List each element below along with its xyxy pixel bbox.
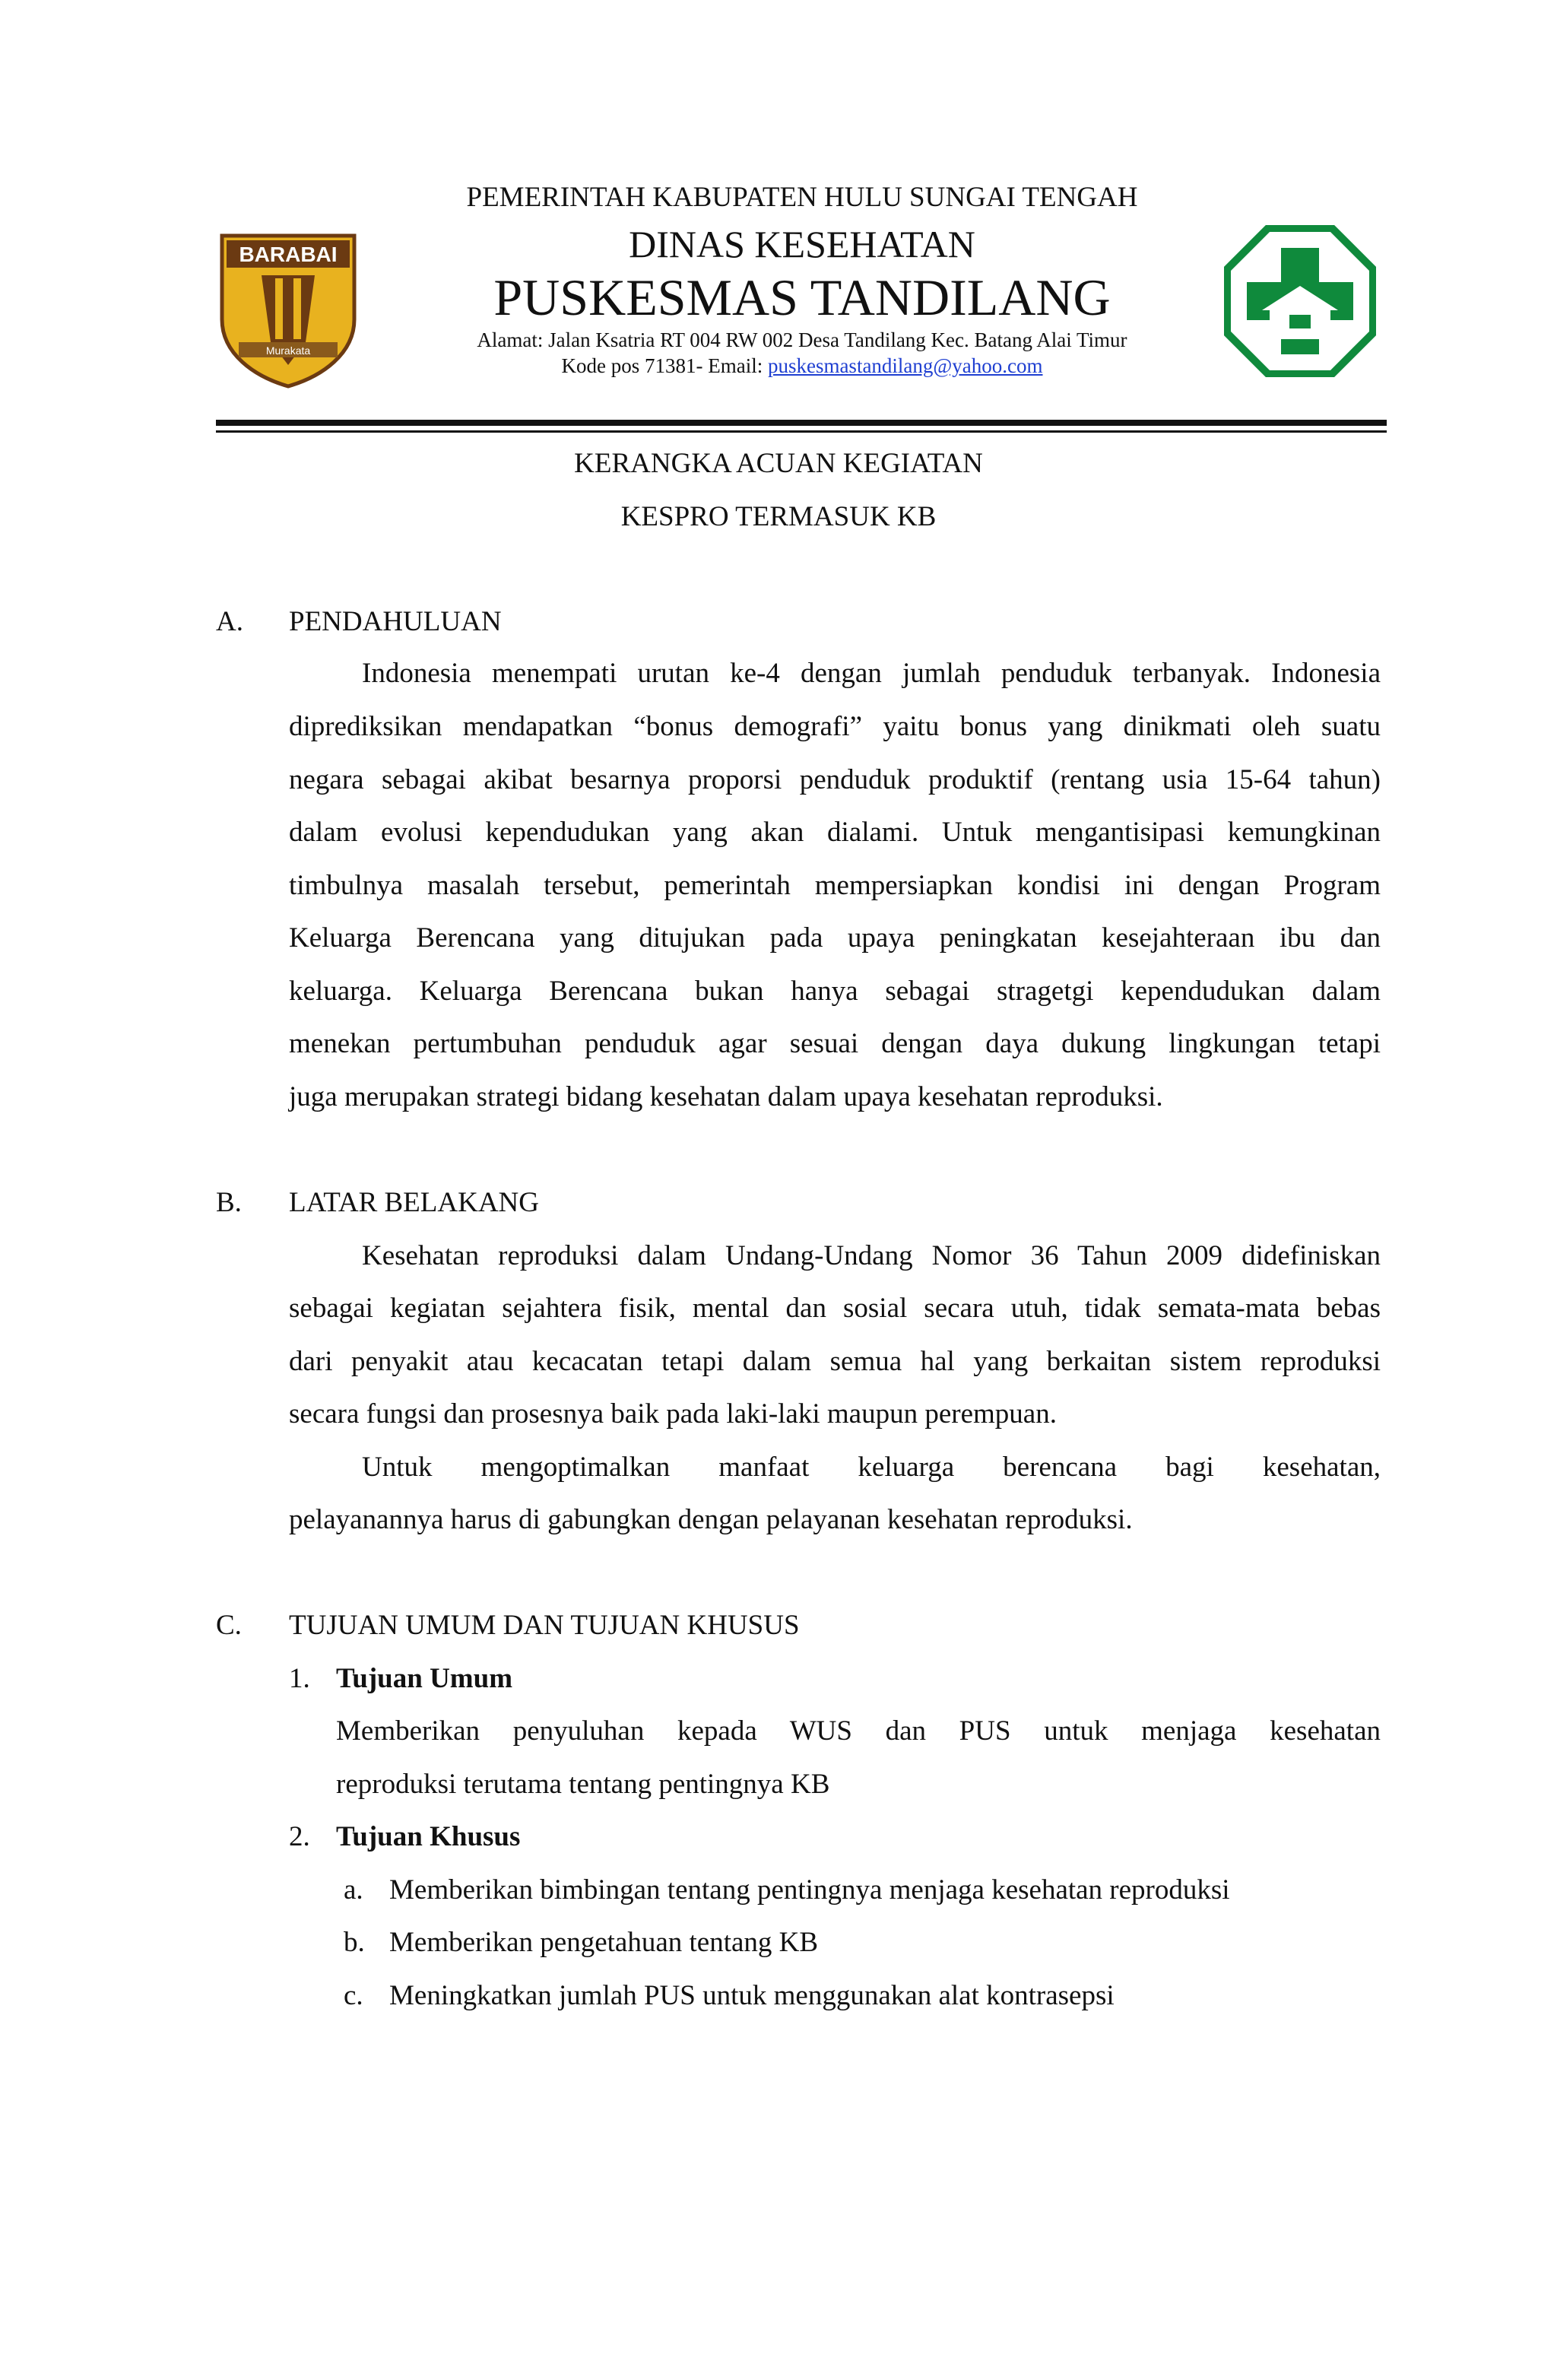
logo-text-murakata: Murakata <box>265 344 311 357</box>
section-c-heading: TUJUAN UMUM DAN TUJUAN KHUSUS <box>289 1610 800 1641</box>
header-divider-thin <box>216 430 1387 433</box>
paragraph-line: secara fungsi dan prosesnya baik pada laki-laki maupun perempuan. <box>289 1398 1057 1430</box>
document-title: KERANGKA ACUAN KEGIATAN <box>574 448 983 479</box>
item-1-title: Tujuan Umum <box>336 1663 513 1694</box>
subitem-c-text: Meningkatkan jumlah PUS untuk menggunakan alat kontrasepsi <box>389 1980 1115 2011</box>
subitem-b-text: Memberikan pengetahuan tentang KB <box>389 1927 819 1958</box>
section-a-letter: A. <box>216 606 243 637</box>
paragraph-line: keluarga. Keluarga Berencana bukan hanya sebagai stragetgi kependudukan dalam <box>289 976 1381 1007</box>
paragraph-line: negara sebagai akibat besarnya proporsi penduduk produktif (rentang usia 15-64 tahun) <box>289 764 1381 795</box>
paragraph-line: Indonesia menempati urutan ke-4 dengan jumlah penduduk terbanyak. Indonesia <box>362 658 1381 689</box>
section-a-heading: PENDAHULUAN <box>289 606 502 637</box>
subitem-a-letter: a. <box>344 1874 363 1906</box>
header-contact <box>319 354 1285 378</box>
postal-code-text: Kode pos 71381- Email: <box>561 354 768 377</box>
item-2-title: Tujuan Khusus <box>336 1821 521 1852</box>
header-government: PEMERINTAH KABUPATEN HULU SUNGAI TENGAH <box>466 182 1138 213</box>
email-link[interactable]: puskesmastandilang@yahoo.com <box>767 354 1043 377</box>
paragraph-line: Untuk mengoptimalkan manfaat keluarga berencana bagi kesehatan, <box>362 1452 1381 1483</box>
subitem-c-letter: c. <box>344 1980 363 2011</box>
paragraph-line: sebagai kegiatan sejahtera fisik, mental dan sosial secara utuh, tidak semata-mata bebas <box>289 1293 1381 1324</box>
paragraph-line: Kesehatan reproduksi dalam Undang-Undang Nomor 36 Tahun 2009 didefiniskan <box>362 1240 1381 1271</box>
section-b-letter: B. <box>216 1187 242 1218</box>
header-divider-thick <box>216 420 1387 426</box>
header-department: DINAS KESEHATAN <box>629 223 975 265</box>
item-2-number: 2. <box>289 1821 310 1852</box>
subitem-a-text: Memberikan bimbingan tentang pentingnya menjaga kesehatan reproduksi <box>389 1874 1230 1906</box>
paragraph-line: diprediksikan mendapatkan “bonus demografi” yaitu bonus yang dinikmati oleh suatu <box>289 711 1381 742</box>
logo-text-barabai: BARABAI <box>239 243 338 266</box>
paragraph-line: pelayanannya harus di gabungkan dengan pelayanan kesehatan reproduksi. <box>289 1504 1133 1535</box>
paragraph-line: timbulnya masalah tersebut, pemerintah mempersiapkan kondisi ini dengan Program <box>289 870 1381 901</box>
paragraph-line: menekan pertumbuhan penduduk agar sesuai dengan daya dukung lingkungan tetapi <box>289 1028 1381 1059</box>
header-address: Alamat: Jalan Ksatria RT 004 RW 002 Desa Tandilang Kec. Batang Alai Timur <box>477 328 1127 351</box>
header-institution: PUSKESMAS TANDILANG <box>493 268 1111 326</box>
section-c-letter: C. <box>216 1610 242 1641</box>
paragraph-line: dalam evolusi kependudukan yang akan dialami. Untuk mengantisipasi kemungkinan <box>289 817 1381 848</box>
section-b-heading: LATAR BELAKANG <box>289 1187 539 1218</box>
paragraph-line: reproduksi terutama tentang pentingnya KB <box>336 1769 830 1800</box>
item-1-number: 1. <box>289 1663 310 1694</box>
paragraph-line: Memberikan penyuluhan kepada WUS dan PUS untuk menjaga kesehatan <box>336 1715 1381 1747</box>
subitem-b-letter: b. <box>344 1927 365 1958</box>
document-subtitle: KESPRO TERMASUK KB <box>620 501 937 532</box>
puskesmas-logo <box>1224 225 1376 377</box>
paragraph-line: juga merupakan strategi bidang kesehatan dalam upaya kesehatan reproduksi. <box>289 1081 1163 1112</box>
paragraph-line: dari penyakit atau kecacatan tetapi dalam semua hal yang berkaitan sistem reproduksi <box>289 1346 1381 1377</box>
paragraph-line: Keluarga Berencana yang ditujukan pada upaya peningkatan kesejahteraan ibu dan <box>289 922 1381 954</box>
